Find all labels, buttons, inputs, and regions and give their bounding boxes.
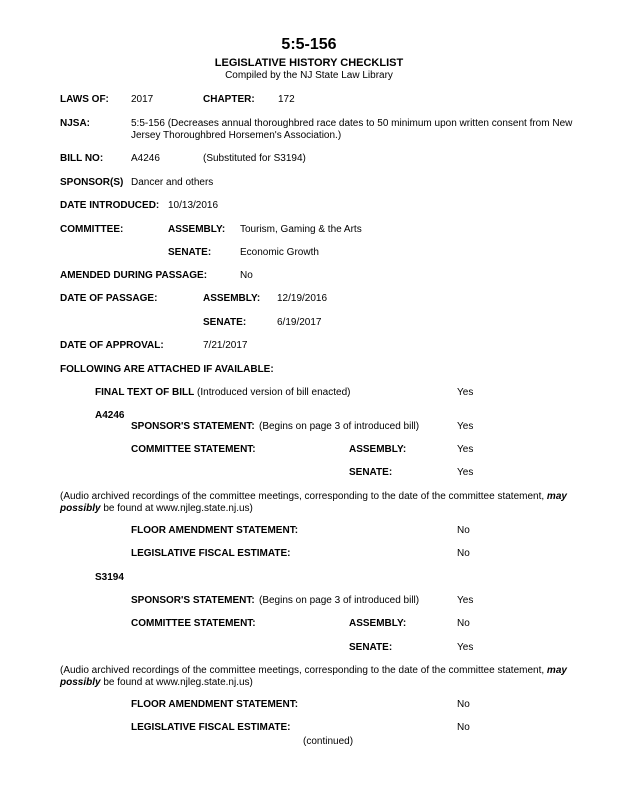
s3194-fiscal-label: LEGISLATIVE FISCAL ESTIMATE: xyxy=(131,722,291,733)
document-title: 5:5-156 xyxy=(281,36,337,53)
a4246-committee-senate-value: Yes xyxy=(457,467,474,478)
s3194-audio-text-end: be found at www.njleg.state.nj.us) xyxy=(100,677,253,688)
a4246-audio-text-end: be found at www.njleg.state.nj.us) xyxy=(100,503,253,514)
bill-no-value: A4246 xyxy=(131,153,160,164)
chapter-value: 172 xyxy=(278,94,295,105)
date-of-passage-label: DATE OF PASSAGE: xyxy=(60,293,158,304)
passage-senate-value: 6/19/2017 xyxy=(277,317,322,328)
laws-of-label: LAWS OF: xyxy=(60,94,109,105)
date-introduced-value: 10/13/2016 xyxy=(168,200,219,211)
s3194-sponsor-value: Yes xyxy=(457,595,474,606)
a4246-audio-emphasis: may possibly xyxy=(60,491,567,514)
a4246-committee-label: COMMITTEE STATEMENT: xyxy=(131,444,256,455)
s3194-sponsor-label: SPONSOR'S STATEMENT: xyxy=(131,595,255,606)
committee-senate-label: SENATE: xyxy=(168,247,212,258)
compiled-by: Compiled by the NJ State Law Library xyxy=(225,70,393,81)
a4246-committee-assembly-value: Yes xyxy=(457,444,474,455)
date-of-approval-label: DATE OF APPROVAL: xyxy=(60,340,164,351)
a4246-floor-label: FLOOR AMENDMENT STATEMENT: xyxy=(131,525,299,536)
final-text-label: FINAL TEXT OF BILL xyxy=(95,387,195,398)
committee-label: COMMITTEE: xyxy=(60,224,124,235)
passage-senate-label: SENATE: xyxy=(203,317,247,328)
document-subtitle: LEGISLATIVE HISTORY CHECKLIST xyxy=(214,57,404,69)
date-of-approval-value: 7/21/2017 xyxy=(203,340,248,351)
s3194-floor-value: No xyxy=(457,699,470,710)
date-introduced-label: DATE INTRODUCED: xyxy=(60,200,160,211)
substituted-for: (Substituted for S3194) xyxy=(203,153,306,164)
s3194-audio-text: (Audio archived recordings of the committee meetings, corresponding to the date of the committee statement, xyxy=(60,665,547,676)
committee-assembly-label: ASSEMBLY: xyxy=(168,224,226,235)
committee-assembly-value: Tourism, Gaming & the Arts xyxy=(240,224,362,235)
a4246-heading: A4246 xyxy=(95,410,125,421)
laws-of-year: 2017 xyxy=(131,94,154,105)
s3194-audio-emphasis: may possibly xyxy=(60,665,567,688)
njsa-label: NJSA: xyxy=(60,118,91,129)
chapter-label: CHAPTER: xyxy=(203,94,255,105)
passage-assembly-label: ASSEMBLY: xyxy=(203,293,261,304)
s3194-committee-senate-label: SENATE: xyxy=(349,642,393,653)
a4246-committee-senate-label: SENATE: xyxy=(349,467,393,478)
committee-senate-value: Economic Growth xyxy=(240,247,319,258)
bill-no-label: BILL NO: xyxy=(60,153,104,164)
njsa-text: 5:5-156 (Decreases annual thoroughbred race dates to 50 minimum upon written consent from New Jersey Thoroughbred Horsemen's Association.) xyxy=(131,118,573,141)
attached-heading: FOLLOWING ARE ATTACHED IF AVAILABLE: xyxy=(60,364,274,375)
s3194-audio-note xyxy=(60,665,600,689)
s3194-committee-senate-value: Yes xyxy=(457,642,474,653)
sponsor-label: SPONSOR(S) xyxy=(60,177,124,188)
a4246-sponsor-label: SPONSOR'S STATEMENT: xyxy=(131,421,255,432)
s3194-committee-label: COMMITTEE STATEMENT: xyxy=(131,618,256,629)
s3194-fiscal-value: No xyxy=(457,722,470,733)
final-text-line xyxy=(95,387,350,399)
passage-assembly-value: 12/19/2016 xyxy=(277,293,328,304)
s3194-committee-assembly-value: No xyxy=(457,618,470,629)
s3194-heading: S3194 xyxy=(95,572,124,583)
final-text-note: (Introduced version of bill enacted) xyxy=(194,387,351,398)
a4246-sponsor-note: (Begins on page 3 of introduced bill) xyxy=(259,421,420,432)
a4246-audio-note xyxy=(60,491,600,515)
s3194-committee-assembly-label: ASSEMBLY: xyxy=(349,618,407,629)
a4246-fiscal-label: LEGISLATIVE FISCAL ESTIMATE: xyxy=(131,548,291,559)
a4246-committee-assembly-label: ASSEMBLY: xyxy=(349,444,407,455)
final-text-value: Yes xyxy=(457,387,474,398)
continued-note: (continued) xyxy=(303,736,354,747)
a4246-floor-value: No xyxy=(457,525,470,536)
sponsor-value: Dancer and others xyxy=(131,177,214,188)
a4246-audio-text: (Audio archived recordings of the committee meetings, corresponding to the date of the committee statement, xyxy=(60,491,547,502)
a4246-fiscal-value: No xyxy=(457,548,470,559)
s3194-floor-label: FLOOR AMENDMENT STATEMENT: xyxy=(131,699,299,710)
amended-value: No xyxy=(240,270,253,281)
amended-label: AMENDED DURING PASSAGE: xyxy=(60,270,208,281)
s3194-sponsor-note: (Begins on page 3 of introduced bill) xyxy=(259,595,420,606)
a4246-sponsor-value: Yes xyxy=(457,421,474,432)
